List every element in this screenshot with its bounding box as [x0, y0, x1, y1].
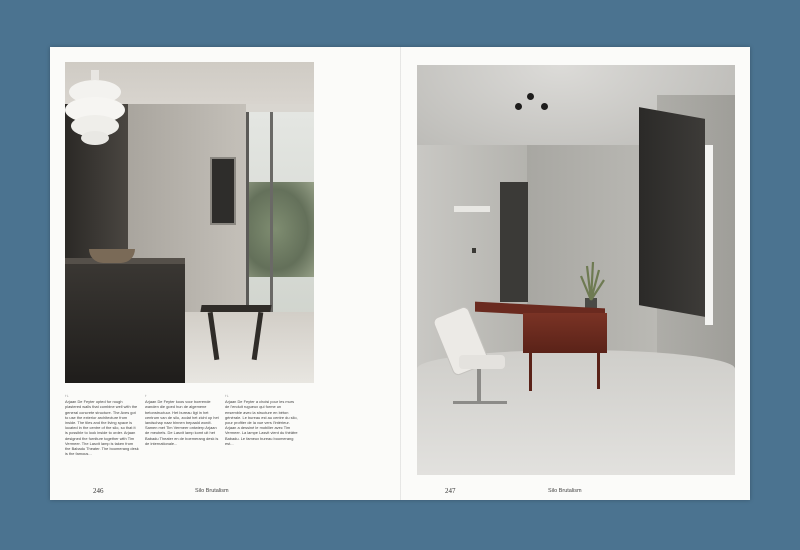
- cactus-plant: [573, 260, 609, 310]
- office-chair-base: [453, 401, 507, 404]
- running-head-left: Silo Brutalism: [195, 488, 229, 494]
- desk-leg: [529, 351, 532, 391]
- office-chair-seat: [459, 355, 505, 369]
- trees-outside: [249, 182, 314, 277]
- caption-marker: ↑↓: [225, 393, 229, 398]
- running-head-right: Silo Brutalism: [548, 488, 582, 494]
- ceiling-spot: [515, 103, 522, 110]
- magazine-spread: [50, 47, 750, 500]
- caption-marker: ↑↓: [65, 393, 69, 398]
- bench-seat: [200, 305, 271, 312]
- pivot-shutter: [639, 107, 705, 317]
- ceiling-spot: [541, 103, 548, 110]
- wall-window-niche: [210, 157, 236, 225]
- desk-leg: [597, 351, 600, 389]
- light-switch: [472, 248, 476, 253]
- caption-text: Arjaan De Feyter koos voor boerende wanden die goed hun de algemene betonstructuur. Het bureau ligt in het centrum van de silo, zodat het zicht op het landschap naar binnen bepaald wordt. Samen met Tim Vermeer ontwierp Arjaan de meubels. De Lasvit lamp komt uit het Babadu Theater en de boemerang desk is de internationale...: [145, 399, 219, 446]
- dark-door: [500, 182, 528, 302]
- page-gutter: [400, 47, 401, 500]
- ceiling-spot: [527, 93, 534, 100]
- office-chair-column: [477, 369, 481, 403]
- window-frame: [270, 112, 273, 337]
- pendant-lamp: [65, 70, 127, 148]
- page-number-left: 246: [93, 487, 104, 495]
- caption-dutch: [145, 393, 219, 446]
- wall-sconce: [454, 206, 490, 212]
- caption-text: Arjaan De Feyter opted for rough plastered walls that combine well with the general concrete structure. The Aves got to use the exterior architecture from inside. The tiles and the living space is located in the centre of the silo, so that it is possible to look inside to order. Arjaan designed the furniture together with Tim Vermeer. The Lasvit lamp is taken from the Babadu Theater. The boomerang desk is the famous...: [65, 399, 139, 457]
- dark-table: [65, 262, 185, 383]
- caption-marker: ↑: [145, 393, 147, 398]
- page-number-right: 247: [445, 487, 456, 495]
- desk-drawers: [523, 313, 607, 353]
- interior-photo-right: [417, 65, 735, 475]
- wooden-bowl: [89, 249, 135, 263]
- caption-text: Arjaan De Feyter a choisi pour les murs de l'enduit rugueux qui forme un ensemble avec la structure en béton générale. Le bureau est au centre du silo, pour profiter de la vue vers l'intérieur. Arjaan a dessiné le mobilier avec Tim Vermeer. La lampe Lasvit vient du théâtre Babadu. Le fameux bureau boomerang est...: [225, 399, 298, 446]
- caption-english: [65, 393, 139, 456]
- interior-photo-left: [65, 62, 314, 383]
- window-light: [705, 145, 713, 325]
- caption-french: [225, 393, 299, 446]
